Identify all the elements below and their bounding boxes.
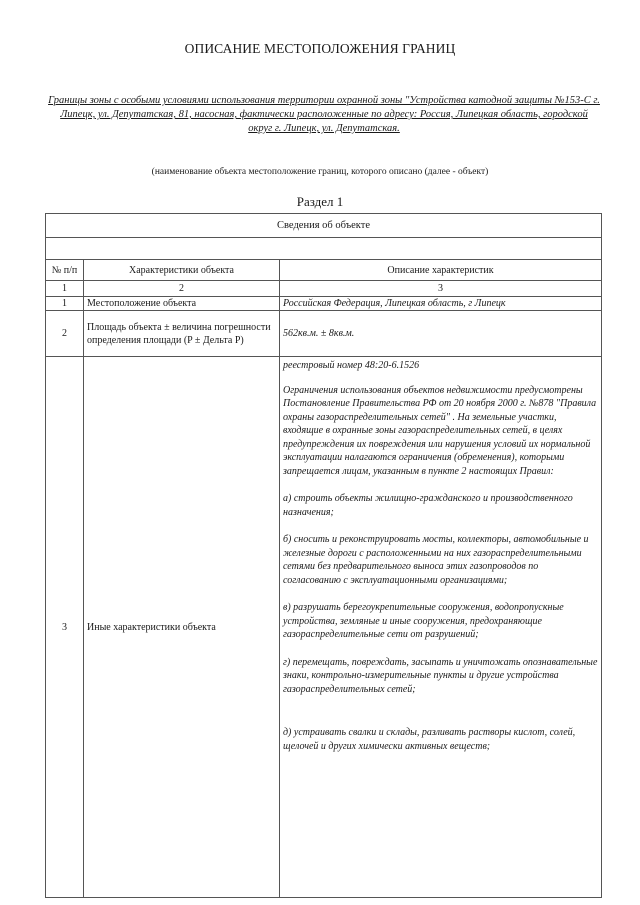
row-characteristic: Местоположение объекта [84,297,280,311]
row-description: Российская Федерация, Липецкая область, г Липецк [280,297,602,311]
restriction-item-e: д) устраивать свалки и склады, разливать растворы кислот, солей, щелочей и других химически активных веществ; [283,727,576,752]
object-info-table [45,213,602,898]
col-number-2: 2 [84,281,280,297]
row-number: 2 [46,311,84,357]
row-number: 1 [46,297,84,311]
row-description: 562кв.м. ± 8кв.м. [280,311,602,357]
row-number: 3 [46,357,84,898]
registry-number: реестровый номер 48:20-6.1526 [283,360,420,371]
table-row [46,311,602,357]
col-header-characteristic: Характеристики объекта [84,260,280,281]
table-row [46,297,602,311]
restriction-item-c: в) разрушать берегоукрепительные сооружения, водопропускные устройства, земляные и иные сооружения, предохраняющие газораспределительные сети от разрушений; [283,602,564,640]
object-subject: Границы зоны с особыми условиями использования территории охранной зоны "Устройства катодной защиты №153-С г. Липецк, ул. Депутатская, 81, насосная, фактически расположенные по адресу: Россия, Липецкая область, городской округ г. Липецк, ул. Депутатская. [48,95,600,134]
restrictions-paragraph: Ограничения использования объектов недвижимости предусмотрены Постановление Правительства РФ от 20 ноября 2000 г. №878 "Правила охраны газораспределительных сетей" . На земельные участки, входящие в охранные зоны газораспределительных сетей, в целях предупреждения их повреждения или нарушения условий их нормальной эксплуатации налагаются ограничения (обременения), которыми запрещается лицам, указанным в пункте 2 настоящих Правил: [283,384,597,477]
col-number-1: 1 [46,281,84,297]
row-description [280,357,602,898]
page-title: ОПИСАНИЕ МЕСТОПОЛОЖЕНИЯ ГРАНИЦ [184,41,456,56]
col-header-description: Описание характеристик [280,260,602,281]
subject-caption: (наименование объекта местоположение границ, которого описано (далее - объект) [151,167,489,177]
section-title: Раздел 1 [296,194,344,209]
table-title: Сведения об объекте [46,214,602,238]
restriction-item-b: б) сносить и реконструировать мосты, коллекторы, автомобильные и железные дороги с расположенными на них газораспределительными сетями без предварительного выноса этих газопроводов по согласованию с эксплуатационными организациями; [283,534,589,586]
restriction-item-a: а) строить объекты жилищно-гражданского и производственного назначения; [283,493,573,518]
row-characteristic: Иные характеристики объекта [84,357,280,898]
table-row [46,357,602,898]
col-header-number: № п/п [46,260,84,281]
blank-row [46,238,602,260]
restriction-item-d: г) перемещать, повреждать, засыпать и уничтожать опознавательные знаки, контрольно-измерительные пункты и другие устройства газораспределительных сетей; [283,656,598,695]
row-characteristic: Площадь объекта ± величина погрешности определения площади (P ± Дельта P) [84,311,280,357]
col-number-3: 3 [280,281,602,297]
